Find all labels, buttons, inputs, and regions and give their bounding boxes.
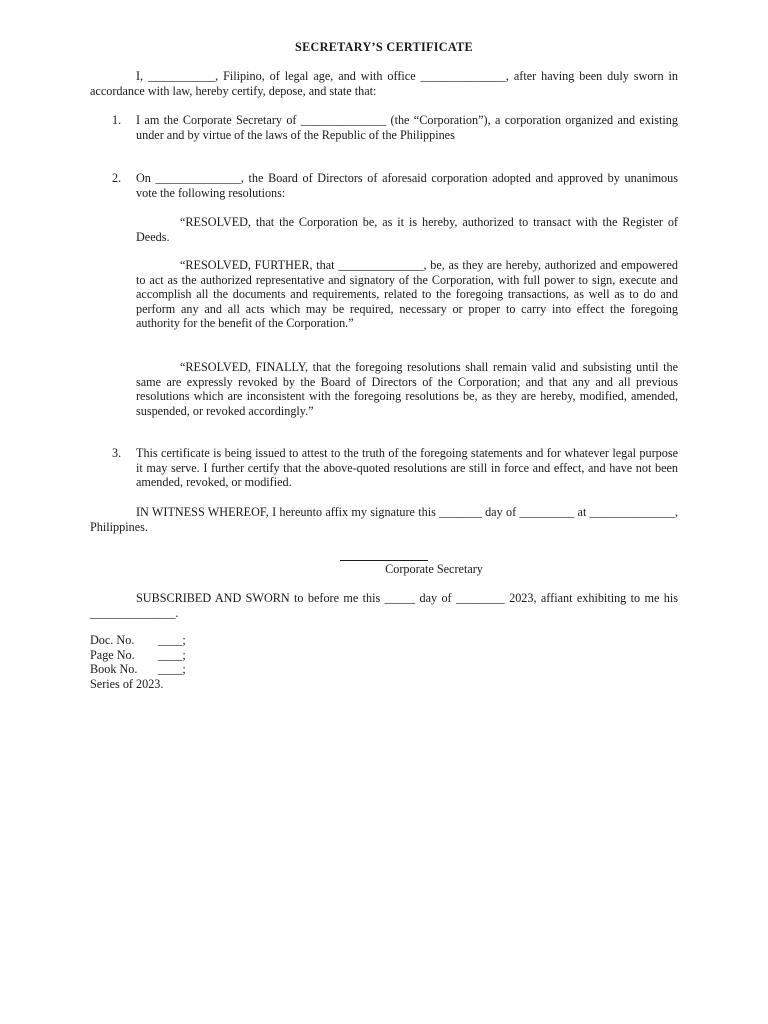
book-no-label: Book No.: [90, 662, 138, 677]
book-no-row: [90, 662, 390, 677]
list-item: [90, 171, 678, 200]
list-item: [90, 113, 678, 142]
resolution-paragraph: “RESOLVED, FINALLY, that the foregoing resolutions shall remain valid and subsisting until the same are expressly revoked by the Board of Directors of the Corporation; and that any and all previous resolutions which are inconsistent with the foregoing resolutions be, as they are hereby, modified, amended, suspended, or revoked accordingly.”: [136, 360, 678, 418]
page-no-value: ____;: [158, 647, 186, 662]
page-no-label: Page No.: [90, 647, 135, 662]
item-text: On ______________, the Board of Directors of aforesaid corporation adopted and approved by unanimous vote the following resolutions:: [136, 171, 678, 200]
item-number: 1.: [112, 113, 122, 127]
signature-line: [340, 548, 428, 561]
signature-block: [90, 548, 678, 577]
document-page: [90, 0, 678, 1024]
item-number: 2.: [112, 171, 122, 185]
item-number: 3.: [112, 446, 122, 460]
witness-paragraph: IN WITNESS WHEREOF, I hereunto affix my signature this _______ day of _________ at ______________, Philippines.: [90, 505, 678, 534]
intro-paragraph: I, ___________, Filipino, of legal age, and with office ______________, after having been duly sworn in accordance with law, hereby certify, depose, and state that:: [90, 69, 678, 98]
signature-label: Corporate Secretary: [385, 562, 483, 576]
series-row: Series of 2023.: [90, 676, 164, 691]
item-text: This certificate is being issued to attest to the truth of the foregoing statements and for whatever legal purpose it may serve. I further certify that the above-quoted resolutions are still in force and effect, and have not been amended, revoked, or modified.: [136, 446, 678, 490]
page-no-row: [90, 648, 390, 663]
resolution-paragraph: “RESOLVED, that the Corporation be, as it is hereby, authorized to transact with the Register of Deeds.: [136, 215, 678, 244]
item-text: I am the Corporate Secretary of ______________ (the “Corporation”), a corporation organized and existing under and by virtue of the laws of the Republic of the Philippines: [136, 113, 678, 142]
doc-no-value: ____;: [158, 633, 186, 647]
book-no-value: ____;: [158, 662, 186, 677]
jurat-paragraph: SUBSCRIBED AND SWORN to before me this _____ day of ________ 2023, affiant exhibiting to me his ______________.: [90, 591, 678, 620]
list-item: [90, 446, 678, 490]
doc-no-row: [90, 633, 390, 648]
resolution-paragraph: “RESOLVED, FURTHER, that ______________, be, as they are hereby, authorized and empowered to act as the authorized representative and signatory of the Corporation, with full power to sign, execute and accomplish all the documents and requirements, related to the foregoing transactions, as well as to do and perform any and all acts which may be required, necessary or proper to carry into effect the foregoing authority for the benefit of the Corporation.”: [136, 258, 678, 331]
notarial-register: [90, 633, 390, 691]
doc-no-label: Doc. No.: [90, 633, 135, 647]
document-title: SECRETARY’S CERTIFICATE: [295, 40, 473, 54]
